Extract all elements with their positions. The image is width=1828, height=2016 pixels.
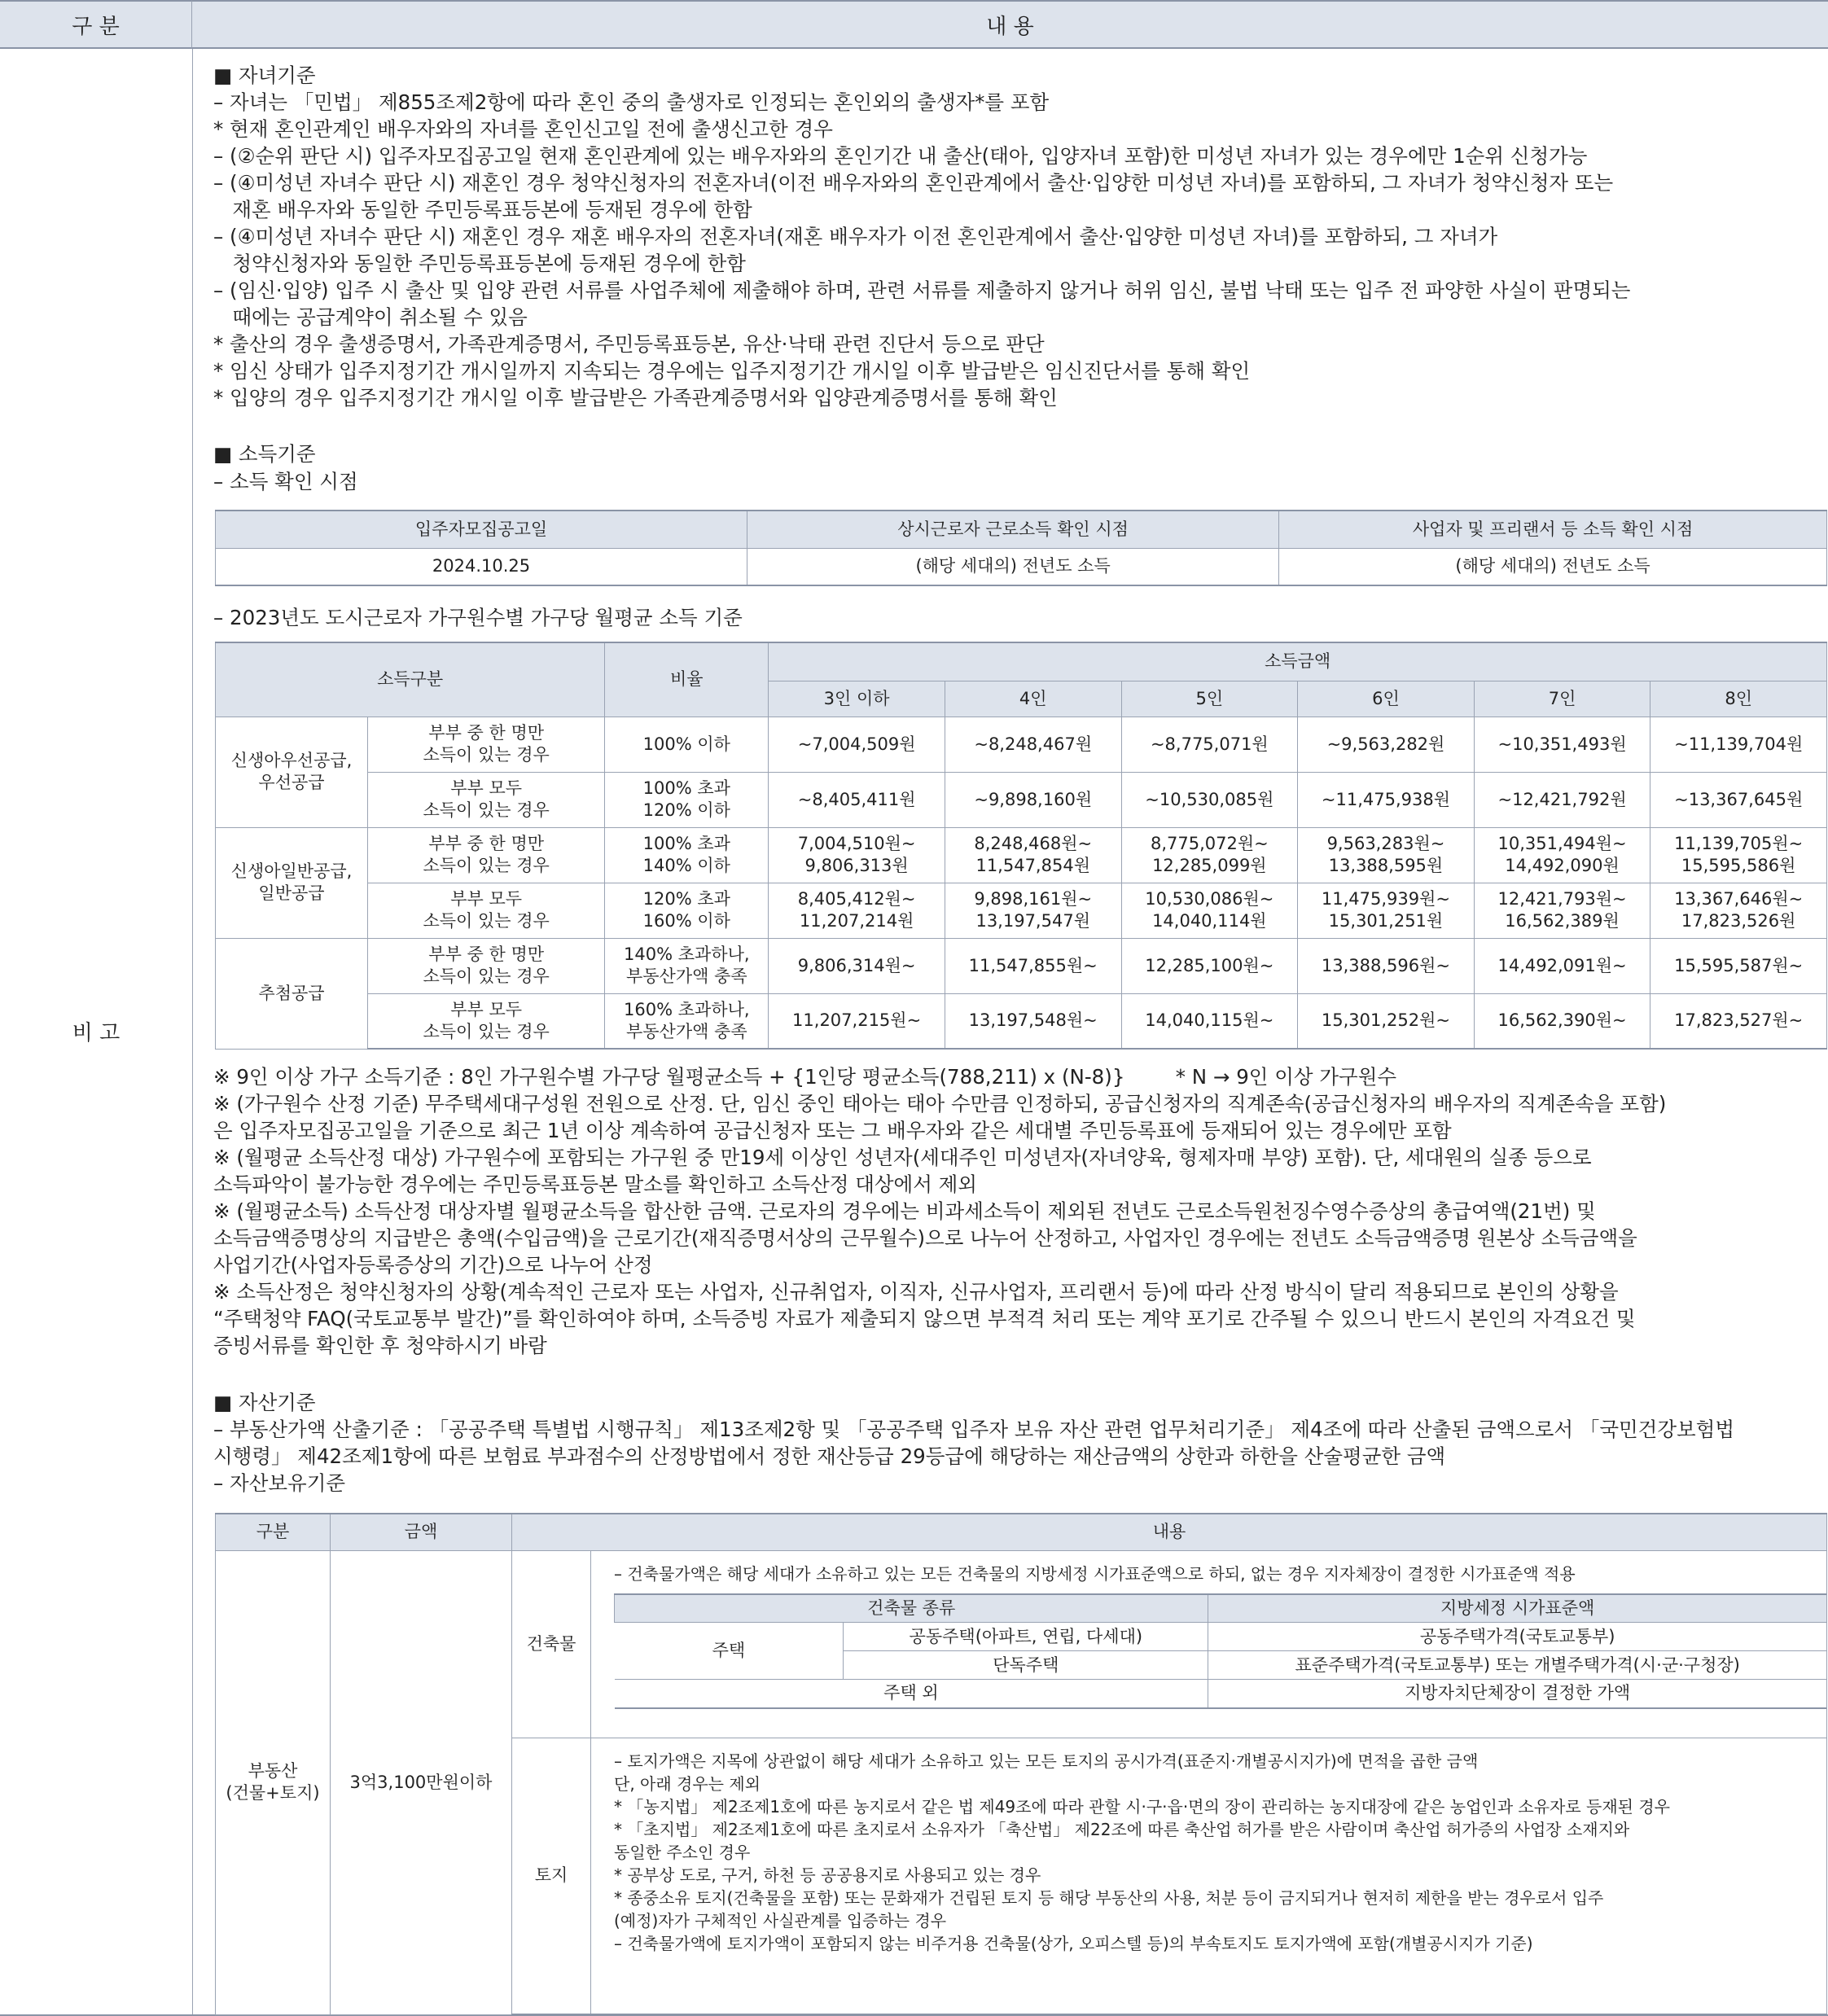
table-cell: 2024.10.25 — [216, 548, 747, 585]
income-sub-standard: – 2023년도 도시근로자 가구원수별 가구당 월평균 소득 기준 — [213, 606, 743, 629]
income-amount-cell — [1121, 717, 1298, 772]
text-line: – (임신·입양) 입주 시 출산 및 입양 관련 서류를 사업주체에 제출해야 하며, 관련 서류를 제출하지 않거나 허위 임신, 불법 낙태 또는 입주 전 파양한 사실이 판명되는 — [213, 278, 1631, 302]
income-amount-cell-line: 12,285,100원~ — [1145, 955, 1274, 975]
income-amount-cell — [769, 717, 945, 772]
asset-category-cell — [216, 1550, 331, 2014]
income-amount-cell-line: 12,285,099원 — [1152, 856, 1267, 875]
income-earner-cell-line: 소득이 있는 경우 — [423, 966, 550, 986]
income-earner-cell-line: 부부 모두 — [450, 778, 523, 798]
note-line: ※ (가구원수 산정 기준) 무주택세대구성원 전원으로 산정. 단, 임신 중인 태아는 태아 수만큼 인정하되, 공급신청자의 직계존속(공급신청자의 배우자의 직계존속을 포함) — [213, 1092, 1667, 1115]
income-amount-cell — [1121, 883, 1298, 938]
section-title-income: ■ 소득기준 — [213, 442, 316, 466]
table-header: 내용 — [512, 1514, 1827, 1550]
income-amount-cell — [1298, 883, 1475, 938]
income-earner-cell-line: 소득이 있는 경우 — [423, 856, 550, 875]
income-amount-cell — [769, 772, 945, 827]
note-line: ※ 9인 이상 가구 소득기준 : 8인 가구원수별 가구당 월평균소득 + {1인당 평균소득(788,211) x (N-8)} * N → 9인 이상 가구원수 — [213, 1065, 1397, 1089]
table-cell: 단독주택 — [844, 1651, 1208, 1680]
income-amount-cell-line: 11,547,854원 — [975, 856, 1090, 875]
asset-amount-cell: 3억3,100만원이하 — [331, 1550, 512, 2014]
table-header: 비율 — [605, 642, 769, 717]
income-amount-cell — [1650, 993, 1827, 1049]
ratio-cell-line: 120% 이하 — [642, 800, 730, 820]
income-amount-cell-line: 14,492,091원~ — [1497, 955, 1627, 975]
note-line: ※ (월평균 소득산정 대상) 가구원수에 포함되는 가구원 중 만19세 이상인 성년자(세대주인 미성년자(자녀양육, 형제자매 부양) 포함). 단, 세대원의 실종 등으로 — [213, 1146, 1592, 1169]
supply-type-line: 일반공급 — [258, 883, 325, 903]
income-amount-cell-line: 14,492,090원 — [1505, 856, 1620, 875]
note-line: ※ 소득산정은 청약신청자의 상황(계속적인 근로자 또는 사업자, 신규취업자, 이직자, 신규사업자, 프리랜서 등)에 따라 산정 방식이 달리 적용되므로 본인의 상황을 — [213, 1280, 1619, 1304]
income-amount-cell — [1121, 772, 1298, 827]
land-line: (예정)자가 구체적인 사실관계를 입증하는 경우 — [614, 1910, 947, 1931]
income-amount-cell-line: ~8,775,071원 — [1150, 734, 1269, 754]
income-amount-cell — [1650, 717, 1827, 772]
income-amount-cell-line: 13,367,646원~ — [1674, 889, 1804, 909]
note-line: 소득파악이 불가능한 경우에는 주민등록표등본 말소를 확인하고 소득산정 대상에서 제외 — [213, 1172, 977, 1196]
income-sub-check-time: – 소득 확인 시점 — [213, 470, 358, 493]
note-line: 증빙서류를 확인한 후 청약하시기 바람 — [213, 1334, 547, 1357]
table-cell: (해당 세대의) 전년도 소득 — [747, 548, 1279, 585]
section-title-children: ■ 자녀기준 — [213, 64, 316, 87]
ratio-cell — [605, 938, 769, 993]
income-amount-cell-line: 7,004,510원~ — [797, 834, 916, 853]
ratio-cell-line: 100% 초과 — [642, 834, 730, 853]
income-amount-cell — [1650, 938, 1827, 993]
text-line: * 임신 상태가 입주지정기간 개시일까지 지속되는 경우에는 입주지정기간 개시일 이후 발급받은 임신진단서를 통해 확인 — [213, 359, 1251, 383]
text-line: – (④미성년 자녀수 판단 시) 재혼인 경우 재혼 배우자의 전혼자녀(재혼 배우자가 이전 혼인관계에서 출산·입양한 미성년 자녀)를 포함하되, 그 자녀가 — [213, 225, 1498, 248]
asset-category-line: 부동산 — [248, 1761, 298, 1781]
income-amount-cell-line: 9,806,313원 — [804, 856, 909, 875]
income-earner-cell-line: 부부 모두 — [450, 999, 523, 1019]
income-amount-cell-line: 14,040,115원~ — [1145, 1010, 1274, 1031]
income-amount-cell-line: ~9,898,160원 — [974, 789, 1093, 809]
income-amount-cell-line: 10,351,494원~ — [1497, 834, 1627, 853]
income-amount-cell — [1298, 938, 1475, 993]
income-amount-cell — [1474, 938, 1650, 993]
ratio-cell — [605, 883, 769, 938]
text-line: 재혼 배우자와 동일한 주민등록표등본에 등재된 경우에 한함 — [213, 198, 752, 221]
ratio-cell — [605, 772, 769, 827]
ratio-cell-line: 160% 이하 — [642, 911, 730, 931]
asset-table — [215, 1513, 1827, 2015]
table-cell: 공동주택(아파트, 연립, 다세대) — [844, 1623, 1208, 1651]
building-type-table — [614, 1593, 1826, 1709]
table-header: 지방세정 시가표준액 — [1208, 1594, 1826, 1623]
income-earner-cell-line: 부부 중 한 명만 — [428, 944, 545, 964]
income-earner-cell-line: 소득이 있는 경우 — [423, 745, 550, 765]
income-earner-cell — [368, 938, 605, 993]
table-row — [216, 883, 1827, 938]
supply-type-cell — [216, 827, 368, 938]
header-category: 구 분 — [0, 0, 192, 49]
land-line: – 토지가액은 지목에 상관없이 해당 세대가 소유하고 있는 모든 토지의 공시가격(표준지·개별공시지가)에 면적을 곱한 금액 — [614, 1751, 1479, 1771]
land-line: * 「초지법」 제2조제1호에 따른 초지로서 소유자가 「축산법」 제22조에 따른 축산업 허가를 받은 사람이며 축산업 허가증의 사업장 소재지와 — [614, 1819, 1630, 1839]
income-amount-cell-line: 15,595,587원~ — [1674, 955, 1804, 975]
income-earner-cell-line: 부부 중 한 명만 — [428, 723, 545, 743]
income-amount-cell-line: ~8,405,411원 — [797, 789, 916, 809]
table-header: 소득금액 — [769, 642, 1827, 681]
income-amount-cell-line: 17,823,527원~ — [1674, 1010, 1804, 1031]
ratio-cell-line: 160% 초과하나, — [624, 999, 750, 1019]
income-amount-cell-line: 11,475,939원~ — [1321, 889, 1450, 909]
income-amount-cell-line: ~7,004,509원 — [797, 734, 916, 754]
income-amount-cell-line: 11,207,215원~ — [792, 1010, 922, 1031]
text-line: * 입양의 경우 입주지정기간 개시일 이후 발급받은 가족관계증명서와 입양관계증명서를 통해 확인 — [213, 386, 1058, 410]
income-amount-cell-line: ~10,351,493원 — [1497, 734, 1627, 754]
income-earner-cell-line: 부부 중 한 명만 — [428, 834, 545, 853]
table-cell: 공동주택가격(국토교통부) — [1208, 1623, 1826, 1651]
income-amount-cell — [1474, 827, 1650, 883]
text-line: * 출산의 경우 출생증명서, 가족관계증명서, 주민등록표등본, 유산·낙태 관련 진단서 등으로 판단 — [213, 332, 1045, 356]
income-amount-cell — [945, 883, 1121, 938]
land-content-cell — [591, 1738, 1827, 2014]
income-amount-cell-line: 13,388,595원 — [1328, 856, 1444, 875]
income-amount-cell — [1298, 772, 1475, 827]
text-line: * 현재 혼인관계인 배우자와의 자녀를 혼인신고일 전에 출생신고한 경우 — [213, 117, 833, 141]
table-header: 소득구분 — [216, 642, 605, 717]
asset-line: – 자산보유기준 — [213, 1471, 346, 1495]
income-amount-cell-line: 10,530,086원~ — [1145, 889, 1274, 909]
income-amount-cell — [1474, 993, 1650, 1049]
table-row — [216, 993, 1827, 1049]
income-amount-cell-line: ~10,530,085원 — [1145, 789, 1274, 809]
note-line: 소득금액증명상의 지급받은 총액(수입금액)을 근로기간(재직증명서상의 근무월수)으로 나누어 산정하고, 사업자인 경우에는 전년도 소득금액증명 원본상 소득금액을 — [213, 1226, 1637, 1250]
ratio-cell-line: 120% 초과 — [642, 889, 730, 909]
income-amount-cell — [1121, 827, 1298, 883]
income-amount-cell-line: ~11,475,938원 — [1321, 789, 1450, 809]
text-line: – 자녀는 「민법」 제855조제2항에 따라 혼인 중의 출생자로 인정되는 혼인외의 출생자*를 포함 — [213, 90, 1050, 114]
text-line: 때에는 공급계약이 취소될 수 있음 — [213, 305, 528, 329]
income-amount-cell-line: 9,898,161원~ — [974, 889, 1093, 909]
ratio-cell — [605, 827, 769, 883]
column-divider — [192, 49, 193, 2016]
text-line: – (④미성년 자녀수 판단 시) 재혼인 경우 청약신청자의 전혼자녀(이전 배우자와의 혼인관계에서 출산·입양한 미성년 자녀)를 포함하되, 그 자녀가 청약신청자 또는 — [213, 171, 1614, 195]
note-line: ※ (월평균소득) 소득산정 대상자별 월평균소득을 합산한 금액. 근로자의 경우에는 비과세소득이 제외된 전년도 근로소득원천징수영수증상의 총급여액(21번) 및 — [213, 1199, 1596, 1223]
building-label-cell: 건축물 — [512, 1550, 591, 1738]
table-header: 8인 — [1650, 681, 1827, 717]
income-amount-cell-line: 13,197,547원 — [975, 911, 1090, 931]
income-amount-cell-line: ~13,367,645원 — [1674, 789, 1804, 809]
supply-type-cell — [216, 717, 368, 827]
table-header: 사업자 및 프리랜서 등 소득 확인 시점 — [1279, 511, 1827, 548]
income-amount-cell-line: 15,595,586원 — [1681, 856, 1796, 875]
income-amount-cell-line: 14,040,114원 — [1152, 911, 1267, 931]
ratio-cell-line: 100% 초과 — [642, 778, 730, 798]
building-content-cell — [591, 1550, 1827, 1738]
income-standard-table — [215, 642, 1827, 1050]
income-amount-cell — [1650, 883, 1827, 938]
income-amount-cell-line: 11,207,214원 — [799, 911, 914, 931]
income-earner-cell-line: 소득이 있는 경우 — [423, 800, 550, 820]
text-line: – (②순위 판단 시) 입주자모집공고일 현재 혼인관계에 있는 배우자와의 혼인기간 내 출산(태아, 입양자녀 포함)한 미성년 자녀가 있는 경우에만 1순위 신청가능 — [213, 144, 1588, 168]
income-amount-cell — [945, 717, 1121, 772]
table-cell: 표준주택가격(국토교통부) 또는 개별주택가격(시·군·구청장) — [1208, 1651, 1826, 1680]
income-amount-cell — [1298, 827, 1475, 883]
asset-line: 시행령」 제42조제1항에 따른 보험료 부과점수의 산정방법에서 정한 재산등급 29등급에 해당하는 재산금액의 상한과 하한을 산술평균한 금액 — [213, 1444, 1446, 1468]
land-line: * 종중소유 토지(건축물을 포함) 또는 문화재가 건립된 토지 등 해당 부동산의 사용, 처분 등이 금지되거나 현저히 제한을 받는 경우로서 입주 — [614, 1887, 1604, 1908]
land-line: 단, 아래 경우는 제외 — [614, 1773, 761, 1794]
income-amount-cell-line: 17,823,526원 — [1681, 911, 1796, 931]
table-header: 6인 — [1298, 681, 1475, 717]
note-line: 사업기간(사업자등록증상의 기간)으로 나누어 산정 — [213, 1253, 653, 1277]
supply-type-line: 신생아일반공급, — [230, 861, 353, 881]
ratio-cell-line: 100% 이하 — [642, 734, 730, 754]
table-cell: 주택 외 — [615, 1680, 1208, 1708]
income-amount-cell — [1121, 938, 1298, 993]
ratio-cell-line: 부동산가액 충족 — [625, 966, 747, 986]
income-earner-cell — [368, 993, 605, 1049]
table-header: 5인 — [1121, 681, 1298, 717]
asset-category-line: (건물+토지) — [226, 1783, 320, 1803]
ratio-cell-line: 부동산가액 충족 — [625, 1021, 747, 1041]
income-amount-cell — [769, 883, 945, 938]
income-amount-cell-line: 8,775,072원~ — [1150, 834, 1269, 853]
land-label-cell: 토지 — [512, 1738, 591, 2014]
income-amount-cell — [1298, 717, 1475, 772]
land-line: – 건축물가액에 토지가액이 포함되지 않는 비주거용 건축물(상가, 오피스텔 등)의 부속토지도 토지가액에 포함(개별공시지가 기준) — [614, 1933, 1533, 1953]
table-header: 건축물 종류 — [615, 1594, 1208, 1623]
income-amount-cell — [1474, 772, 1650, 827]
header-content: 내 용 — [192, 0, 1828, 49]
supply-type-cell — [216, 938, 368, 1049]
income-standard-body — [216, 717, 1827, 1049]
ratio-cell-line: 140% 이하 — [642, 856, 730, 875]
supply-type-line: 우선공급 — [258, 773, 325, 792]
asset-line: – 부동산가액 산출기준 : 「공공주택 특별법 시행규칙」 제13조제2항 및 「공공주택 입주자 보유 자산 관련 업무처리기준」 제4조에 따라 산출된 금액으로서 「국민건강보험법 — [213, 1418, 1735, 1441]
table-row — [216, 717, 1827, 772]
table-header: 7인 — [1474, 681, 1650, 717]
ratio-cell-line: 140% 초과하나, — [624, 944, 750, 964]
income-amount-cell-line: 13,388,596원~ — [1321, 955, 1450, 975]
income-earner-cell — [368, 883, 605, 938]
income-earner-cell — [368, 772, 605, 827]
income-amount-cell-line: ~12,421,792원 — [1497, 789, 1627, 809]
income-earner-cell — [368, 717, 605, 772]
income-amount-cell — [1298, 993, 1475, 1049]
income-amount-cell — [945, 827, 1121, 883]
supply-type-line: 신생아우선공급, — [230, 751, 353, 770]
table-header: 상시근로자 근로소득 확인 시점 — [747, 511, 1279, 548]
house-label-cell: 주택 — [615, 1623, 844, 1680]
land-line: * 공부상 도로, 구거, 하천 등 공공용지로 사용되고 있는 경우 — [614, 1865, 1041, 1885]
income-amount-cell-line: 12,421,793원~ — [1497, 889, 1627, 909]
income-amount-cell-line: 16,562,389원 — [1505, 911, 1620, 931]
income-amount-cell-line: 15,301,252원~ — [1321, 1010, 1450, 1031]
income-amount-cell-line: ~11,139,704원 — [1674, 734, 1804, 754]
income-earner-cell-line: 부부 모두 — [450, 889, 523, 909]
table-header: 입주자모집공고일 — [216, 511, 747, 548]
ratio-cell — [605, 717, 769, 772]
supply-type-line: 추첨공급 — [258, 983, 325, 1003]
income-amount-cell-line: ~8,248,467원 — [974, 734, 1093, 754]
income-amount-cell — [1474, 883, 1650, 938]
income-amount-cell-line: 11,139,705원~ — [1674, 834, 1804, 853]
income-amount-cell — [1474, 717, 1650, 772]
income-earner-cell-line: 소득이 있는 경우 — [423, 911, 550, 931]
building-note: – 건축물가액은 해당 세대가 소유하고 있는 모든 건축물의 지방세정 시가표준액으로 하되, 없는 경우 지자체장이 결정한 시가표준액 적용 — [614, 1563, 1576, 1584]
income-amount-cell-line: 16,562,390원~ — [1497, 1010, 1627, 1031]
income-amount-cell — [769, 827, 945, 883]
income-amount-cell-line: 8,248,468원~ — [974, 834, 1093, 853]
income-earner-cell-line: 소득이 있는 경우 — [423, 1021, 550, 1041]
income-amount-cell — [769, 938, 945, 993]
income-amount-cell-line: 13,197,548원~ — [968, 1010, 1098, 1031]
text-line: 청약신청자와 동일한 주민등록표등본에 등재된 경우에 한함 — [213, 252, 746, 275]
income-amount-cell — [769, 993, 945, 1049]
table-header: 3인 이하 — [769, 681, 945, 717]
income-amount-cell-line: 11,547,855원~ — [968, 955, 1098, 975]
income-amount-cell — [1650, 827, 1827, 883]
income-earner-cell — [368, 827, 605, 883]
income-amount-cell — [1121, 993, 1298, 1049]
table-cell: (해당 세대의) 전년도 소득 — [1279, 548, 1827, 585]
income-amount-cell — [945, 772, 1121, 827]
table-cell: 지방자치단체장이 결정한 가액 — [1208, 1680, 1826, 1708]
income-amount-cell-line: 9,806,314원~ — [797, 955, 916, 975]
income-amount-cell-line: 8,405,412원~ — [797, 889, 916, 909]
income-amount-cell-line: 15,301,251원 — [1328, 911, 1444, 931]
income-amount-cell — [945, 993, 1121, 1049]
note-line: 은 입주자모집공고일을 기준으로 최근 1년 이상 계속하여 공급신청자 또는 그 배우자와 같은 세대별 주민등록표에 등재되어 있는 경우에만 포함 — [213, 1119, 1452, 1142]
table-row — [216, 938, 1827, 993]
income-amount-cell — [1650, 772, 1827, 827]
table-header: 금액 — [331, 1514, 512, 1550]
note-line: “주택청약 FAQ(국토교통부 발간)”를 확인하여야 하며, 소득증빙 자료가 제출되지 않으면 부적격 처리 또는 계약 포기로 간주될 수 있으니 반드시 본인의 자격요건 및 — [213, 1307, 1636, 1330]
table-row — [216, 827, 1827, 883]
section-title-asset: ■ 자산기준 — [213, 1391, 316, 1414]
land-line: * 「농지법」 제2조제1호에 따른 농지로서 같은 법 제49조에 따라 관할 시·구·읍·면의 장이 관리하는 농지대장에 같은 농업인과 소유자로 등재된 경우 — [614, 1796, 1671, 1817]
income-amount-cell-line: ~9,563,282원 — [1326, 734, 1445, 754]
income-amount-cell-line: 9,563,283원~ — [1326, 834, 1445, 853]
table-header: 4인 — [945, 681, 1121, 717]
income-check-table — [215, 510, 1827, 586]
ratio-cell — [605, 993, 769, 1049]
table-header: 구분 — [216, 1514, 331, 1550]
income-amount-cell — [945, 938, 1121, 993]
row-label-remarks: 비 고 — [72, 1021, 121, 1045]
table-row — [216, 772, 1827, 827]
land-line: 동일한 주소인 경우 — [614, 1842, 751, 1862]
